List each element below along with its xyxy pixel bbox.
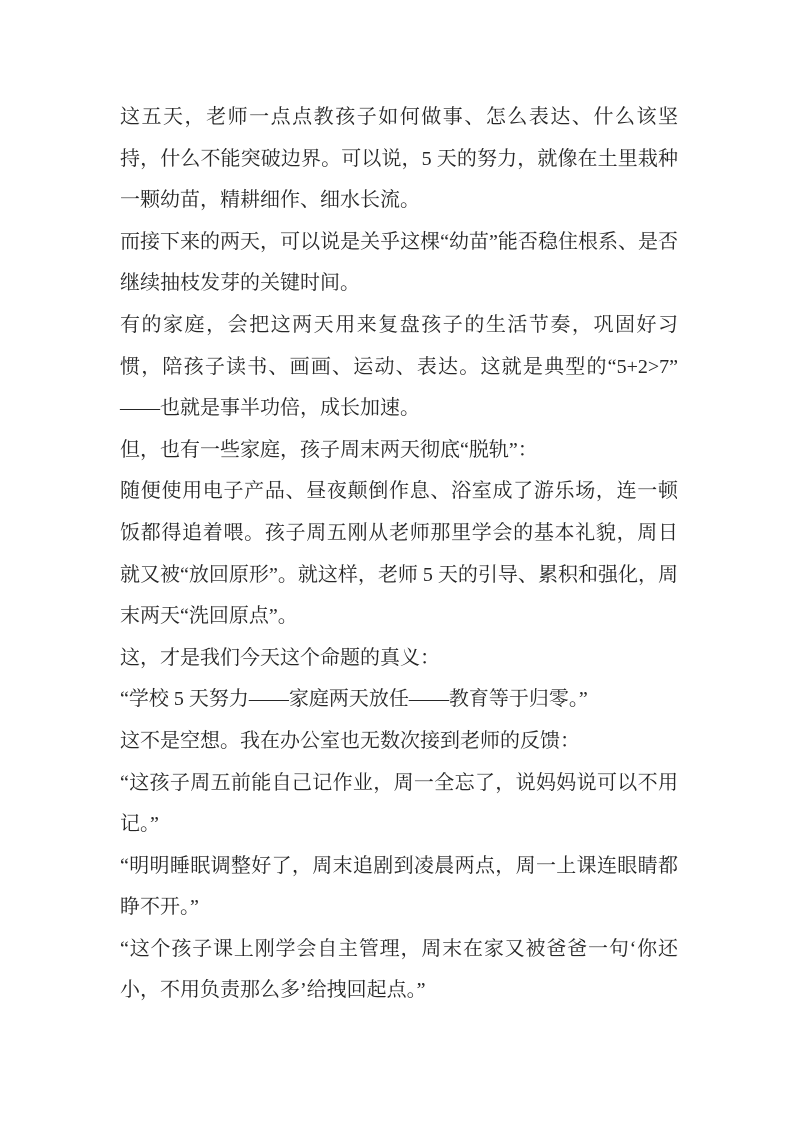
paragraph-true-meaning-lead: 这，才是我们今天这个命题的真义： (120, 646, 440, 669)
paragraph-quote-education-zero: “学校 5 天努力——家庭两天放任——教育等于归零。” (120, 688, 588, 711)
paragraph-weekend-chaos: 随便使用电子产品、昼夜颠倒作息、浴室成了游乐场，连一顿饭都得追着喂。孩子周五刚从老师那里学会的基本礼貌，周日就又被“放回原形”。就这样，老师 5 天的引导、累积和强化，周末两天“洗回原点”。 (120, 480, 678, 628)
paragraph-good-family-5plus2: 有的家庭，会把这两天用来复盘孩子的生活节奏，巩固好习惯，陪孩子读书、画画、运动、表达。这就是典型的“5+2>7”——也就是事半功倍，成长加速。 (120, 313, 678, 420)
paragraph-quote-homework-forgotten: “这孩子周五前能自己记作业，周一全忘了，说妈妈说可以不用记。” (120, 771, 678, 836)
paragraph-next-two-days: 而接下来的两天，可以说是关乎这棵“幼苗”能否稳住根系、是否继续抽枝发芽的关键时间。 (120, 230, 678, 295)
paragraph-teacher-feedback-lead: 这不是空想。我在办公室也无数次接到老师的反馈： (120, 729, 580, 752)
paragraph-quote-sleep-ruined: “明明睡眠调整好了，周末追剧到凌晨两点，周一上课连眼睛都睁不开。” (120, 854, 678, 919)
paragraph-quote-self-management-lost: “这个孩子课上刚学会自主管理，周末在家又被爸爸一句‘你还小，不用负责那么多’给拽回起点。” (120, 937, 678, 1002)
paragraph-some-families-derail: 但，也有一些家庭，孩子周末两天彻底“脱轨”： (120, 438, 538, 461)
paragraph-five-days-teaching: 这五天，老师一点点教孩子如何做事、怎么表达、什么该坚持，什么不能突破边界。可以说，5 天的努力，就像在土里栽种一颗幼苗，精耕细作、细水长流。 (120, 106, 678, 212)
